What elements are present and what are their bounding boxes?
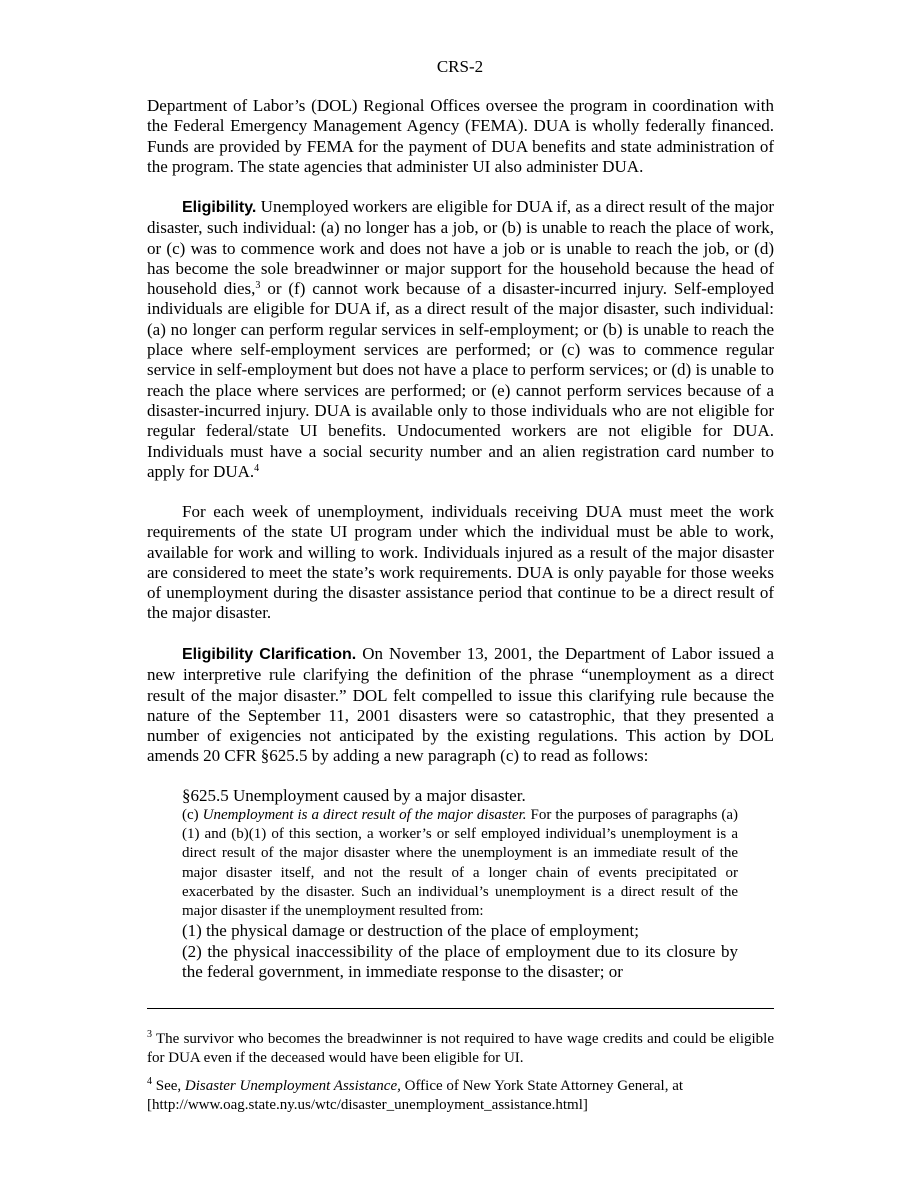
paragraph-c-heading: Unemployment is a direct result of the major disaster.	[202, 807, 527, 823]
footnote-3	[147, 1030, 774, 1068]
section-heading-eligibility: Eligibility.	[182, 199, 257, 216]
paragraph-eligibility-clarification	[147, 644, 774, 767]
footnote-3-number: 3	[147, 1029, 152, 1040]
paragraph-work-requirements: For each week of unemployment, individuals receiving DUA must meet the work requirements of the state UI program under which the individual must be able to work, available for work and willing to work. Individuals injured as a result of the major disaster are considered to meet the state’s work requirements. DUA is only payable for those weeks of unemployment during the disaster assistance period that continue to be a direct result of the major disaster.	[147, 502, 774, 623]
regulation-item-1: (1) the physical damage or destruction of the place of employment;	[182, 921, 639, 941]
footnote-4	[147, 1077, 774, 1115]
footnote-4-text-before: See,	[152, 1078, 185, 1094]
regulation-quote-block	[182, 786, 738, 983]
footnote-4-number: 4	[147, 1076, 152, 1087]
eligibility-clarification-text: On November 13, 2001, the Department of Labor issued a new interpretive rule clarifying the definition of the phrase “unemployment as a direct result of the major disaster.” DOL felt compelled to issue this clarifying rule because the nature of the September 11, 2001 disasters were so catastrophic, that they presented a number of exigencies not anticipated by the existing regulations. This action by DOL amends 20 CFR §625.5 by adding a new paragraph (c) to read as follows:	[147, 644, 775, 766]
regulation-section-title: §625.5 Unemployment caused by a major disaster.	[182, 786, 526, 805]
footnote-ref-4: 4	[254, 462, 260, 474]
paragraph-c-text: For the purposes of paragraphs (a)(1) and (b)(1) of this section, a worker’s or self employed individual’s unemployment is a direct result of the major disaster where the unemployment is an immediate result of the major disaster itself, and not the result of a longer chain of events precipitated or exacerbated by the disaster. Such an individual’s unemployment is a direct result of the major disaster if the unemployment resulted from:	[182, 807, 738, 920]
eligibility-text-part-2: or (f) cannot work because of a disaster-incurred injury. Self-employed individuals are eligible for DUA if, as a direct result of the major disaster, such individual: (a) no longer can perform regular services in self-employment; or (b) is unable to reach the place where self-employment services are performed; or (c) was to commence regular service in self-employment but does not have a place to perform services; or (d) is unable to reach the place where services are performed; or (e) cannot perform services because of a disaster-incurred injury. DUA is available only to those individuals who are not eligible for regular federal/state UI benefits. Undocumented workers are not eligible for DUA. Individuals must have a social security number and an alien registration card number to apply for DUA.	[147, 279, 774, 481]
footnote-4-text-after: Office of New York State Attorney General, at [http://www.oag.state.ny.us/wtc/disaster_unemployment_assistance.html]	[147, 1078, 684, 1113]
regulation-paragraph-c	[182, 806, 738, 921]
footnote-divider	[147, 1008, 774, 1009]
eligibility-text-part-1: Unemployed workers are eligible for DUA if, as a direct result of the major disaster, such individual: (a) no longer has a job, or (b) is unable to reach the place of work, or (c) was to commence work and does not have a job or is unable to reach the job, or (d) has become the sole breadwinner or major support for the household because the head of household dies,	[147, 197, 774, 299]
regulation-item-2: (2) the physical inaccessibility of the place of employment due to its closure by the federal government, in immediate response to the disaster; or	[182, 941, 738, 982]
paragraph-program-administration: Department of Labor’s (DOL) Regional Offices oversee the program in coordination with the Federal Emergency Management Agency (FEMA). DUA is wholly federally financed. Funds are provided by FEMA for the payment of DUA benefits and state administration of the program. The state agencies that administer UI also administer DUA.	[147, 96, 774, 176]
footnote-ref-3: 3	[255, 280, 261, 292]
footnote-4-source-title: Disaster Unemployment Assistance,	[184, 1078, 401, 1094]
section-heading-eligibility-clarification: Eligibility Clarification.	[182, 646, 357, 663]
paragraph-c-label: (c)	[182, 807, 203, 823]
paragraph-eligibility	[147, 197, 774, 482]
page-number-header: CRS-2	[436, 57, 484, 76]
footnote-3-text: The survivor who becomes the breadwinner is not required to have wage credits and could be eligible for DUA even if the deceased would have been eligible for UI.	[147, 1031, 774, 1066]
